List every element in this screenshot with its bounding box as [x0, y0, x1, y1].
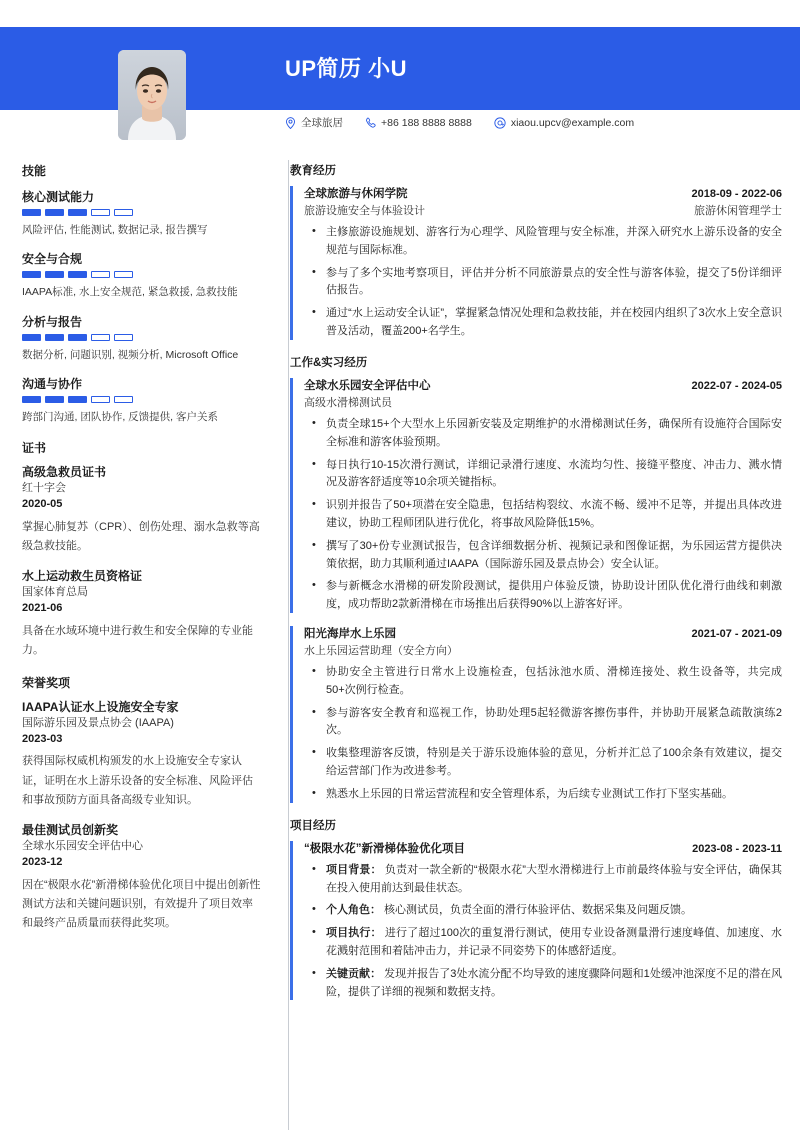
bullet-item: • 识别并报告了50+项潜在安全隐患，包括结构裂纹、水流不畅、缓冲不足等，并提出具体改进建议，协助工程师团队进行优化，将事故风险降低15%。	[326, 497, 782, 533]
bullet-item: • 撰写了30+份专业测试报告，包含详细数据分析、视频记录和图像证据，为乐园运营方提供决策依据，助力其顺利通过IAAPA（国际游乐园及景点协会）安全认证。	[326, 538, 782, 574]
certificate-name: 水上运动救生员资格证	[22, 569, 143, 584]
work-section	[290, 354, 782, 804]
skill-bar-empty	[91, 396, 110, 403]
skill-bar-filled	[45, 209, 64, 216]
project-entry	[290, 840, 782, 1002]
skill-bar-empty	[91, 209, 110, 216]
bullet-item: • 协助安全主管进行日常水上设施检查，包括泳池水质、滑梯连接处、救生设备等，共完成50+次例行检查。	[326, 664, 782, 700]
project-bullets	[304, 862, 782, 1002]
bullet-item: • 通过“水上运动安全认证”，掌握紧急情况处理和急救技能，并在校园内组织了3次水上安全意识普及活动，覆盖200+名学生。	[326, 305, 782, 341]
work-bullets	[304, 664, 782, 804]
skill-item	[22, 188, 262, 238]
bullet-item: • 主修旅游设施规划、游客行为心理学、风险管理与安全标准，并深入研究水上游乐设备的安全规范与国际标准。	[326, 224, 782, 260]
bullet-item: • 参与游客安全教育和巡视工作，协助处理5起轻微游客擦伤事件，并协助开展紧急疏散演练2次。	[326, 705, 782, 741]
skill-rating-bars	[22, 396, 262, 403]
skills-section	[22, 162, 262, 425]
main-content	[290, 162, 782, 1014]
education-entry	[290, 185, 782, 341]
certificate-description: 具备在水域环境中进行救生和安全保障的专业能力。	[22, 624, 253, 656]
contact-phone-text: +86 188 8888 8888	[381, 116, 472, 129]
award-item	[22, 700, 262, 810]
contact-bar	[285, 115, 634, 130]
avatar	[118, 50, 186, 140]
skill-rating-bars	[22, 334, 262, 341]
project-entry-header	[304, 840, 782, 856]
work-section-title: 工作&实习经历	[290, 356, 368, 369]
skill-bar-empty	[114, 396, 133, 403]
skill-name: 安全与合规	[22, 252, 83, 267]
skill-bar-filled	[22, 209, 41, 216]
work-entry	[290, 377, 782, 614]
certificate-org: 红十字会	[22, 481, 66, 494]
skill-bar-empty	[114, 334, 133, 341]
skill-bar-filled	[22, 271, 41, 278]
column-divider	[288, 160, 289, 1130]
work-role: 水上乐园运营助理（安全方向）	[304, 645, 458, 657]
skill-bar-filled	[45, 334, 64, 341]
skill-description: 数据分析, 问题识别, 视频分析, Microsoft Office	[22, 348, 239, 361]
phone-icon	[365, 117, 376, 129]
skill-item	[22, 313, 262, 363]
bullet-item: • 每日执行10-15次滑行测试，详细记录滑行速度、水流均匀性、接缝平整度、冲击力、溅水情况及游客舒适度等10余项关键指标。	[326, 457, 782, 493]
project-date: 2023-08 - 2023-11	[692, 842, 782, 855]
contact-item-location	[285, 115, 343, 130]
bullet-item: • 参与新概念水滑梯的研发阶段测试，提供用户体验反馈，协助设计团队优化滑行曲线和刺激度，成功帮助2款新滑梯在市场推出后获得90%以上游客好评。	[326, 578, 782, 614]
certificate-org: 国家体育总局	[22, 585, 88, 598]
work-bullets	[304, 416, 782, 614]
contact-location-text: 全球旅居	[301, 117, 343, 129]
at-email-icon	[494, 117, 506, 129]
skill-description: IAAPA标准, 水上安全规范, 紧急救援, 急救技能	[22, 286, 238, 299]
skill-bar-filled	[45, 271, 64, 278]
awards-section-title: 荣誉奖项	[22, 676, 71, 690]
contact-email-text: xiaou.upcv@example.com	[510, 116, 635, 129]
bullet-item: • 收集整理游客反馈，特别是关于游乐设施体验的意见，分析并汇总了100余条有效建议，提交给运营部门作为改进参考。	[326, 745, 782, 781]
skill-bar-filled	[68, 209, 87, 216]
bullet-label: 项目背景：	[326, 863, 382, 876]
bullet-item: • 参与了多个实地考察项目，评估并分析不同旅游景点的安全性与游客体验，提交了5份详细评估报告。	[326, 265, 782, 301]
certificate-item	[22, 465, 262, 556]
bullet-item: • 关键贡献： 发现并报告了3处水流分配不均导致的速度骤降问题和1处缓冲池深度不足的潜在风险，提供了详细的视频和数据支持。	[326, 966, 782, 1002]
award-item	[22, 823, 262, 933]
bullet-item: • 负责全球15+个大型水上乐园新安装及定期维护的水滑梯测试任务，确保所有设施符合国际安全标准和游客体验预期。	[326, 416, 782, 452]
education-section-title: 教育经历	[290, 165, 336, 177]
contact-item-phone	[365, 117, 472, 129]
work-date: 2021-07 - 2021-09	[691, 628, 782, 640]
work-entry-subheader	[304, 394, 782, 410]
education-school: 全球旅游与休闲学院	[304, 188, 408, 200]
skill-bar-filled	[68, 271, 87, 278]
certificate-description: 掌握心肺复苏（CPR）、创伤处理、溺水急救等高级急救技能。	[22, 520, 260, 552]
skill-bar-filled	[45, 396, 64, 403]
award-org: 国际游乐园及景点协会 (IAAPA)	[22, 716, 174, 729]
sidebar	[22, 162, 262, 947]
bullet-label: 关键贡献：	[326, 967, 382, 980]
bullet-item: • 项目背景： 负责对一款全新的“极限水花”大型水滑梯进行上市前最终体验与安全评估，确保其在投入使用前达到最佳状态。	[326, 862, 782, 898]
skill-bar-empty	[114, 271, 133, 278]
award-date: 2023-12	[22, 855, 63, 868]
education-degree: 旅游休闲管理学士	[694, 205, 782, 217]
work-role: 高级水滑梯测试员	[304, 396, 392, 409]
skill-bar-filled	[68, 396, 87, 403]
award-description: 因在“极限水花”新滑梯体验优化项目中提出创新性测试方法和关键问题识别，有效提升了项目效率和最终产品质量而获得此奖项。	[22, 878, 261, 930]
education-date: 2018-09 - 2022-06	[691, 188, 782, 200]
certificate-item	[22, 569, 262, 660]
certificate-date: 2021-06	[22, 601, 63, 614]
skill-name: 分析与报告	[22, 314, 83, 329]
skill-item	[22, 375, 262, 425]
education-entry-subheader	[304, 202, 782, 218]
certificate-name: 高级急救员证书	[22, 465, 107, 480]
skill-name: 核心测试能力	[22, 190, 95, 204]
work-entry-header	[304, 377, 782, 393]
education-bullets	[304, 224, 782, 341]
project-section-title: 项目经历	[290, 819, 336, 832]
bullet-label: 个人角色：	[326, 904, 381, 917]
contact-item-email	[494, 117, 634, 129]
award-description: 获得国际权威机构颁发的水上设施安全专家认证，证明在水上游乐设备的安全标准、风险评估和事故预防方面具备高级专业知识。	[22, 755, 253, 806]
skill-description: 风险评估, 性能测试, 数据记录, 报告撰写	[22, 224, 208, 236]
skill-description: 跨部门沟通, 团队协作, 反馈提供, 客户关系	[22, 410, 219, 423]
skill-bar-empty	[114, 209, 133, 216]
certificates-section	[22, 439, 262, 660]
work-date: 2022-07 - 2024-05	[691, 379, 782, 392]
awards-section	[22, 674, 262, 933]
skill-bar-empty	[91, 334, 110, 341]
work-company: 全球水乐园安全评估中心	[304, 379, 431, 392]
certificate-date: 2020-05	[22, 497, 63, 510]
work-entry-subheader	[304, 642, 782, 658]
bullet-label: 项目执行：	[326, 927, 382, 940]
award-name: IAAPA认证水上设施安全专家	[22, 700, 179, 714]
certificates-section-title: 证书	[22, 441, 47, 456]
skills-section-title: 技能	[22, 164, 47, 178]
bullet-item: • 熟悉水上乐园的日常运营流程和安全管理体系，为后续专业测试工作打下坚实基础。	[326, 786, 782, 804]
skill-bar-filled	[22, 334, 41, 341]
skill-bar-filled	[68, 334, 87, 341]
work-company: 阳光海岸水上乐园	[304, 628, 396, 640]
bullet-item: • 项目执行： 进行了超过100次的重复滑行测试，使用专业设备测量滑行速度峰值、加速度、水花溅射范围和着陆冲击力，并记录不同姿势下的体感舒适度。	[326, 925, 782, 961]
location-pin-icon	[285, 117, 296, 129]
skill-bar-filled	[22, 396, 41, 403]
skill-item	[22, 250, 262, 300]
project-name: “极限水花”新滑梯体验优化项目	[304, 842, 465, 855]
skill-bar-empty	[91, 271, 110, 278]
education-section	[290, 162, 782, 341]
bullet-item: • 个人角色： 核心测试员，负责全面的滑行体验评估、数据采集及问题反馈。	[326, 902, 782, 920]
portrait-photo-icon	[118, 50, 186, 140]
award-date: 2023-03	[22, 732, 63, 745]
work-entry-header	[304, 625, 782, 641]
skill-rating-bars	[22, 271, 262, 278]
project-section	[290, 817, 782, 1002]
work-entry	[290, 625, 782, 804]
award-org: 全球水乐园安全评估中心	[22, 839, 143, 852]
skill-name: 沟通与协作	[22, 376, 83, 391]
award-name: 最佳测试员创新奖	[22, 823, 119, 838]
education-major: 旅游设施安全与体验设计	[304, 205, 425, 217]
skill-rating-bars	[22, 209, 262, 216]
page-title: UP简历 小U	[285, 56, 408, 81]
education-entry-header	[304, 185, 782, 201]
